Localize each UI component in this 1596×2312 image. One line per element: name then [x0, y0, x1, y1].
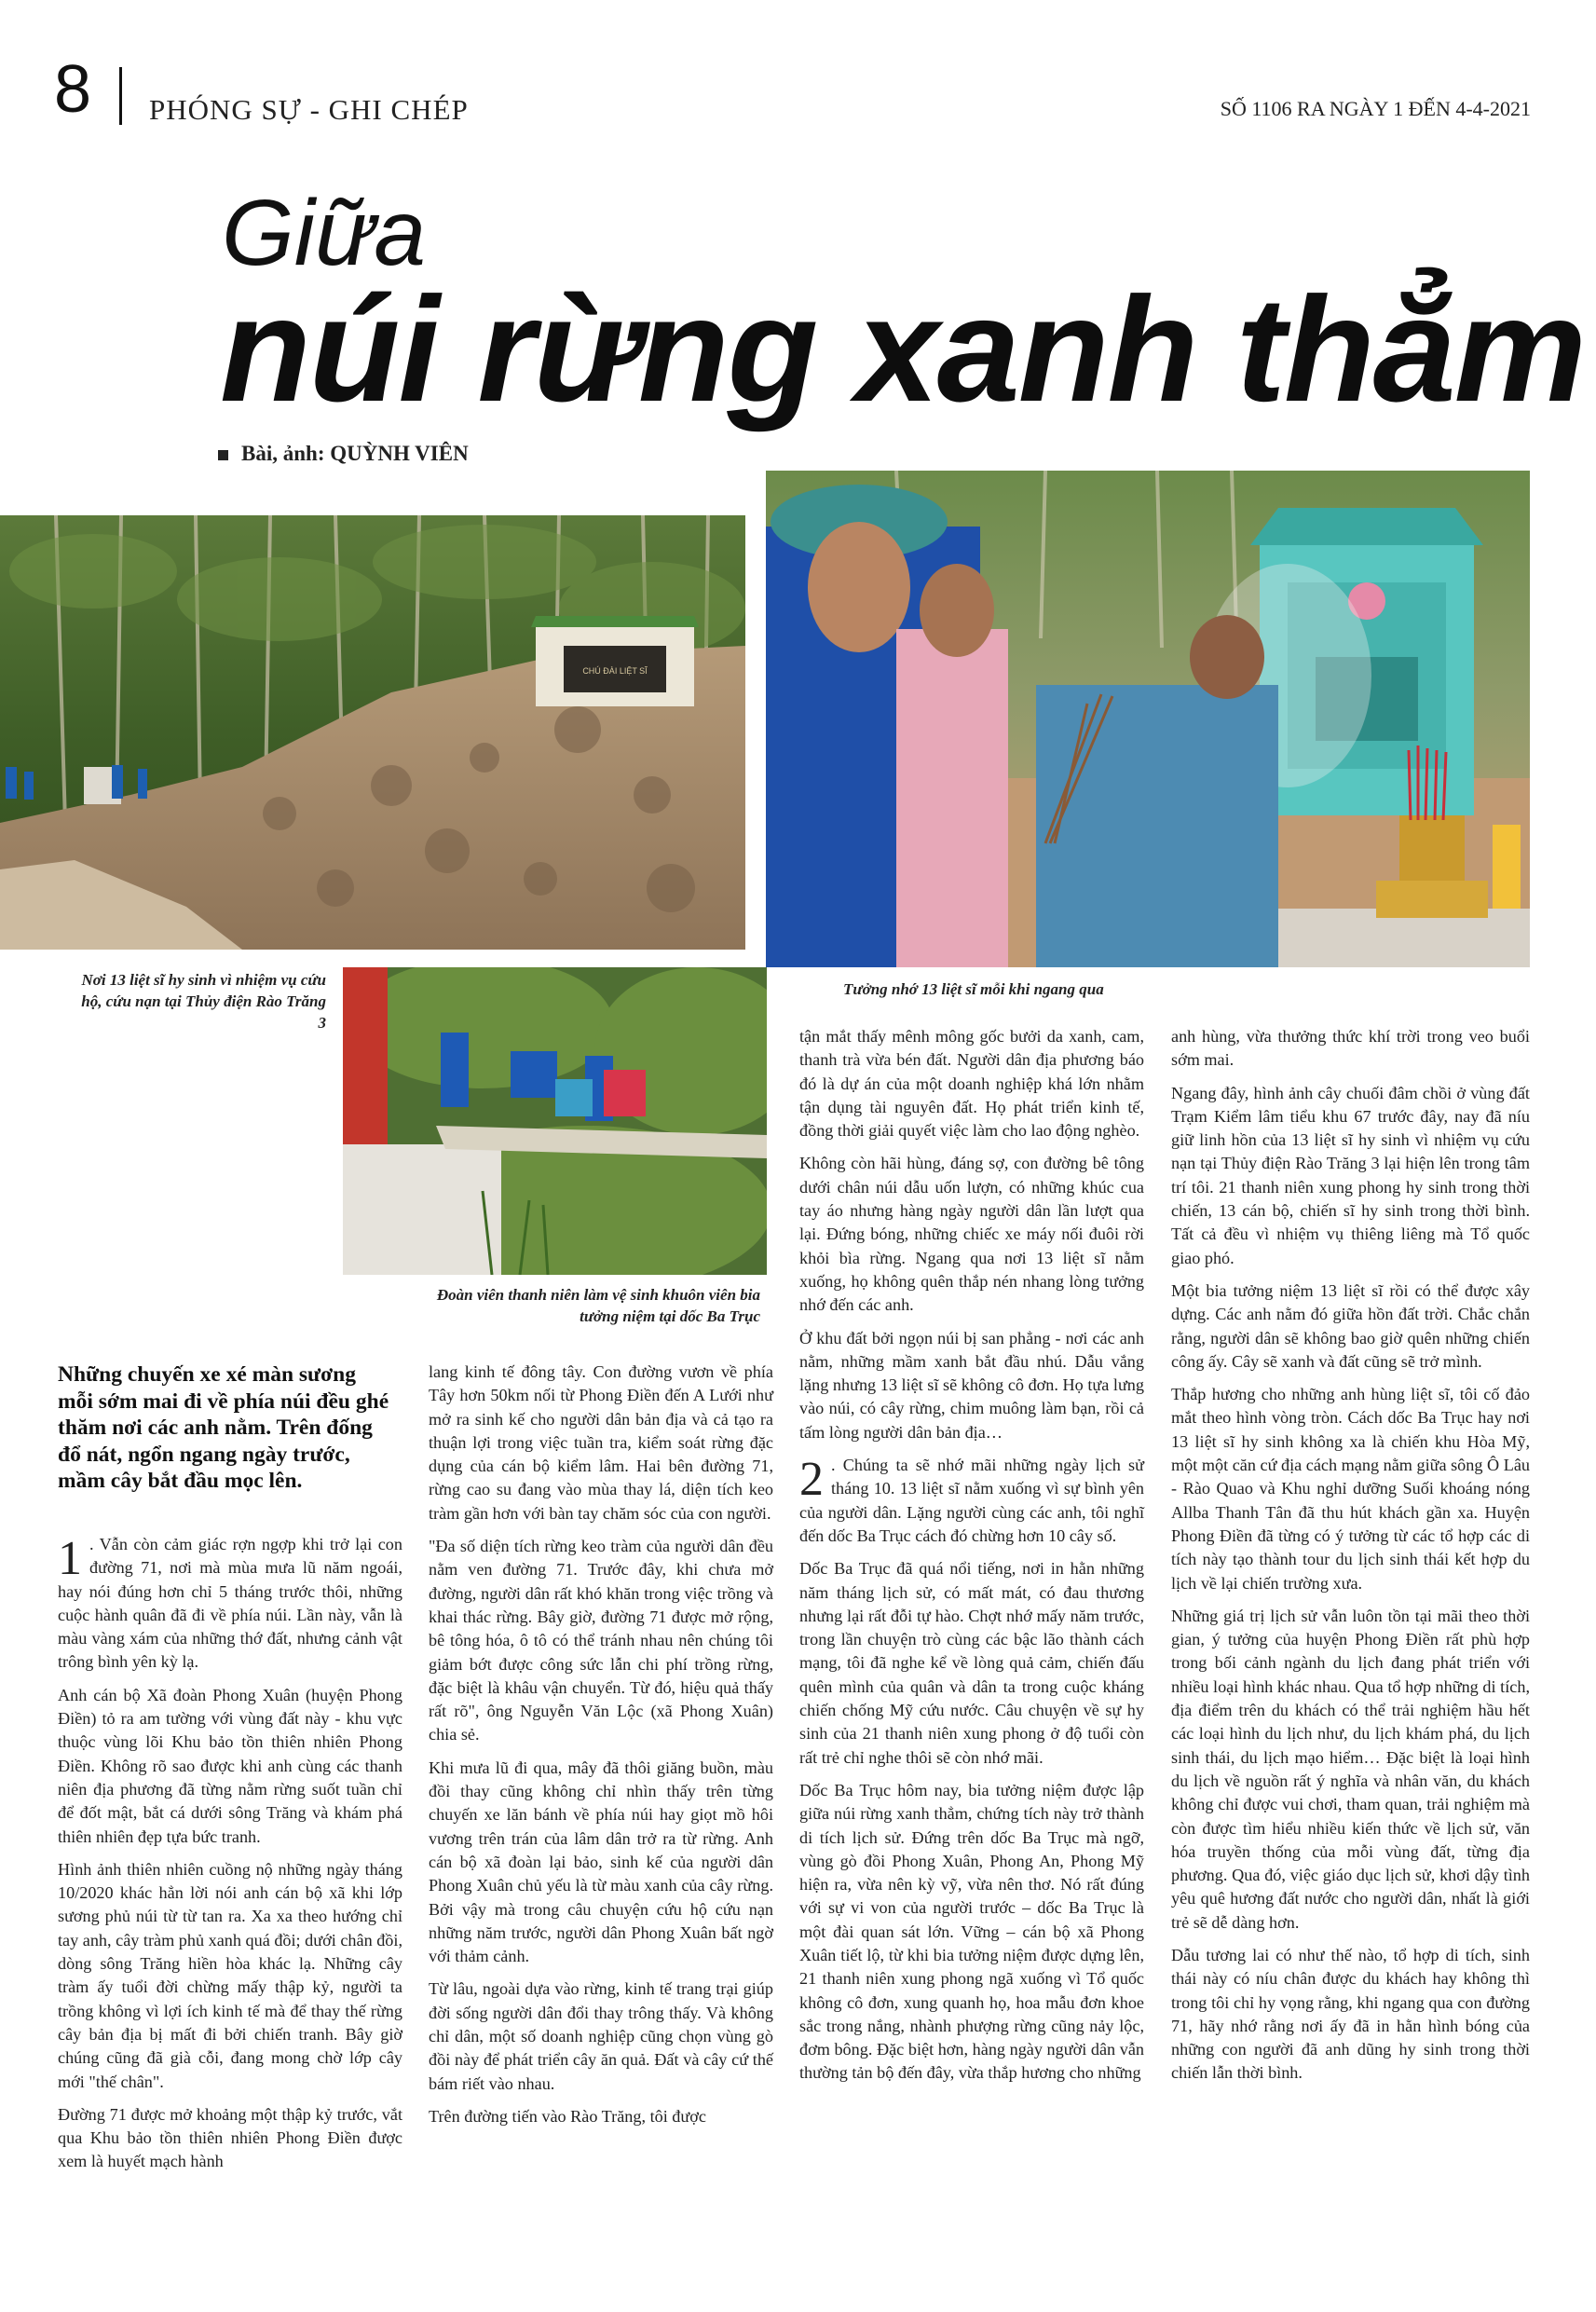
- photo-memorial-site-image: [0, 515, 745, 950]
- col4-paragraph: Những giá trị lịch sử vẫn luôn tồn tại mãi theo thời gian, ý tưởng của huyện Phong Điền rất phù hợp trong bối cảnh ngành du lịch đang phát triển với nhiều loại hình khác nhau. Qua tổ hợp những di tích, địa điểm trên du khách có thể trải nghiệm hầu hết các loại hình du lịch như, du lịch khám phá, du lịch sinh thái, du lịch mạo hiểm… Đặc biệt là loại hình du lịch về nguồn rất ý nghĩa và nhân văn, du khách không chỉ được vui chơi, tham quan, trải nghiệm mà còn được tìm hiểu nhiều kiến thức về lịch sử, văn hóa truyền thống của mỗi vùng đất, từng địa phương. Qua đó, việc giáo dục lịch sử, khơi dậy tình yêu quê hương đất nước cho người dân, nhất là giới trẻ sẽ dễ dàng hơn.: [1171, 1606, 1530, 1932]
- col2-paragraph: lang kinh tế đông tây. Con đường vươn về phía Tây hơn 50km nối từ Phong Điền đến A Lưới như mở ra sinh kế cho người dân bản địa và cả tạo ra thuận lợi trong việc tuần tra, kiểm soát rừng đặc dụng của cán bộ kiểm lâm. Hai bên đường 71, rừng cao su đang vào mùa thay lá, diện tích keo tràm gần hơn với bàn tay chăm sóc của con người.: [429, 1362, 773, 1523]
- col1-text: . Vẫn còn cảm giác rợn ngợp khi trở lại con đường 71, nơi mà mùa mưa lũ năm ngoái, hay nói đúng hơn chỉ 5 tháng trước thôi, những cuộc hành quân đã đi về phía núi. Lần này, vẫn là màu vàng xám của những thớ đất, nhưng cảnh vật trông bình yên kỳ lạ.: [58, 1535, 402, 1672]
- article-column-1: [58, 1533, 402, 2183]
- memorial-sign-text: CHÚ ĐÀI LIỆT SĨ: [582, 666, 648, 676]
- col4-paragraph: anh hùng, vừa thưởng thức khí trời trong veo buổi sớm mai.: [1171, 1027, 1530, 1070]
- col3-paragraph: tận mắt thấy mênh mông gốc bưởi da xanh, cam, thanh trà vừa bén đất. Người dân địa phương báo đó là dự án của một doanh nghiệp khá lớn nhằm tận dụng tài nguyên đất. Họ phát triển kinh tế, đồng thời giải quyết việc làm cho lao động nghèo.: [799, 1027, 1144, 1141]
- col3-text: . Chúng ta sẽ nhớ mãi những ngày lịch sử tháng 10. 13 liệt sĩ nằm xuống vì sự bình yên của người dân. Lặng người cùng các anh, tôi nghĩ đến dốc Ba Trục cách đó chừng hơn 10 cây số.: [799, 1456, 1144, 1545]
- col3-paragraph: Dốc Ba Trục đã quá nổi tiếng, nơi in hằn những năm tháng lịch sử, có mất mát, có đau thương nhưng lại rất đỗi tự hào. Chợt nhớ mấy năm trước, trong lần chuyện trò cùng các bậc lão thành cách mạng, tôi đã nghe kể về lòng quả cảm, chiến đấu quên mình của quân và dân ta trong cuộc kháng chiến chống Mỹ cứu nước. Câu chuyện về sự hy sinh của 21 thanh niên xung phong ở độ tuổi còn rất trẻ chỉ nghe thôi sẽ còn nhớ mãi.: [799, 1559, 1144, 1767]
- photo-incense-offering: [766, 471, 1530, 967]
- caption-memorial-site: Nơi 13 liệt sĩ hy sinh vì nhiệm vụ cứu hộ, cứu nạn tại Thủy điện Rào Trăng 3: [81, 971, 326, 1032]
- col3-paragraph: [799, 1454, 1144, 1548]
- photo-youth-cleaning: [343, 967, 767, 1275]
- byline-text: Bài, ảnh: QUỲNH VIÊN: [241, 442, 469, 465]
- col2-paragraph: Trên đường tiến vào Rào Trăng, tôi được: [429, 2106, 706, 2126]
- col1-paragraph: Đường 71 được mở khoảng một thập kỷ trước, vắt qua Khu bảo tồn thiên nhiên Phong Điền được xem là huyết mạch hành: [58, 2104, 402, 2171]
- col3-paragraph: Dốc Ba Trục hôm nay, bia tưởng niệm được lập giữa núi rừng xanh thẳm, chứng tích này trở thành di tích lịch sử. Đứng trên dốc Ba Trục mà ngỡ, vùng gò đồi Phong Xuân, Phong An, Phong Mỹ hiện ra, vừa nên kỳ vỹ, vừa nên thơ. Nó rất đúng với sự vi von của người trước – dốc Ba Trục là một đài quan sát lớn. Vững – cán bộ xã Phong Xuân tiết lộ, từ khi bia tưởng niệm được dựng lên, 21 thanh niên xung phong ngã xuống vì Tổ quốc không cô đơn, xung quanh họ, hoa mẫu đơn khoe sắc trong nắng, nhành phượng rừng cũng nảy lộc, đơm bông. Đặc biệt hơn, hàng ngày người dân vẫn thường tản bộ đến đây, vừa thắp hương cho những: [799, 1780, 1144, 2083]
- col1-paragraph: [58, 1533, 402, 1675]
- section-number-1: 1: [58, 1532, 82, 1585]
- article-column-4: [1171, 1025, 1530, 2095]
- square-bullet-icon: [218, 450, 228, 460]
- photo-incense-offering-image: [766, 471, 1530, 967]
- headline-kicker: Giữa: [222, 181, 426, 285]
- col4-paragraph: Ngang đây, hình ảnh cây chuối đâm chồi ở vùng đất Trạm Kiểm lâm tiểu khu 67 trước đây, nay đã níu giữ linh hồn của 13 liệt sĩ hy sinh vì nhiệm vụ cứu nạn tại Thủy điện Rào Trăng 3 lại hiện lên trong tâm trí tôi. 21 thanh niên xung phong hy sinh trong thời chiến, 13 cán bộ, chiến sĩ hy sinh trong thời bình. Tất cả đều vì nhiệm vụ thiêng liêng mà Tổ quốc giao phó.: [1171, 1083, 1530, 1267]
- issue-info: SỐ 1106 RA NGÀY 1 ĐẾN 4-4-2021: [1220, 97, 1531, 120]
- lead-paragraph: Những chuyến xe xé màn sương mỗi sớm mai đi về phía núi đều ghé thăm nơi các anh nằm. Trên đống đổ nát, ngổn ngang ngày trước, mầm cây bắt đầu mọc lên.: [58, 1362, 389, 1493]
- col1-paragraph: Anh cán bộ Xã đoàn Phong Xuân (huyện Phong Điền) tỏ ra am tường với vùng đất này - khu vực thuộc vùng lõi Khu bảo tồn thiên nhiên Phong Điền. Không rõ sao được khi anh cùng các thanh niên địa phương đã từng nằm rừng suốt tuần chỉ để đốt mật, bắt cá dưới sông Trăng và khám phá thiên nhiên đẹp tựa bức tranh.: [58, 1685, 402, 1846]
- photo-youth-cleaning-image: [343, 967, 767, 1275]
- caption-youth-cleaning: Đoàn viên thanh niên làm vệ sinh khuôn viên bia tưởng niệm tại dốc Ba Trục: [436, 1286, 760, 1325]
- section-number-2: 2: [799, 1453, 824, 1507]
- col4-paragraph: Thắp hương cho những anh hùng liệt sĩ, tôi cố đảo mắt theo hình vòng tròn. Cách dốc Ba Trục hay nơi 13 liệt sĩ hy sinh không xa là chiến khu Hòa Mỹ, một một căn cứ địa cách mạng nằm giữa sông Ô Lâu - Rào Quao và Khu nghỉ dưỡng Suối khoáng nóng Allba Thanh Tân đã thu hút khách gần xa. Huyện Phong Điền đã từng có ý tưởng từ các tổ hợp các di tích này tạo thành tour du lịch sinh thái kết hợp du lịch về lại chiến trường xưa.: [1171, 1385, 1530, 1593]
- caption-incense-offering: Tưởng nhớ 13 liệt sĩ mỗi khi ngang qua: [843, 980, 1104, 998]
- col4-paragraph: Dẫu tương lai có như thế nào, tổ hợp di tích, sinh thái này có níu chân được du khách hay không thì trong tôi chỉ hy vọng rằng, khi ngang qua con đường 71, hãy nhớ rằng nơi ấy đã in hằn hình bóng của những con người đã anh dũng hy sinh trong thời chiến lẫn thời bình.: [1171, 1945, 1530, 2083]
- section-title: PHÓNG SỰ - GHI CHÉP: [149, 93, 469, 126]
- col1-paragraph: Hình ảnh thiên nhiên cuồng nộ những ngày tháng 10/2020 khác hẳn lời nói anh cán bộ xã khi lớp sương phủ núi từ từ tan ra. Xa xa theo hướng chỉ tay anh, cây tràm phủ xanh quá đồi; dưới chân đồi, dòng sông Trăng hiền hòa khác lạ. Những cây tràm ấy tuổi đời chừng mấy thập kỷ, người ta trồng không vì lợi ích kinh tế mà để thay thế rừng cây bản địa bị mất đi bởi chiến tranh. Bây giờ chúng cũng đã già cỗi, đang mong chờ lớp cây mới "thế chân".: [58, 1859, 402, 2091]
- article-column-3: [799, 1025, 1144, 2095]
- byline: [218, 442, 469, 466]
- article-column-2: [429, 1361, 773, 2138]
- col3-paragraph: Ở khu đất bởi ngọn núi bị san phẳng - nơi các anh nằm, những mầm xanh bắt đầu nhú. Dẫu vắng lặng nhưng 13 liệt sĩ sẽ không cô đơn. Họ tựa lưng vào núi, có cây rừng, chim muông làm bạn, rồi cả tấm lòng người dân bản địa…: [799, 1328, 1144, 1442]
- col4-paragraph: Một bia tưởng niệm 13 liệt sĩ rồi có thể được xây dựng. Các anh nằm đó giữa hồn đất trời. Chắc chắn rằng, người dân sẽ không bao giờ quên những chiến công ấy. Cây sẽ xanh và đất cũng sẽ trở mình.: [1171, 1280, 1530, 1371]
- col2-paragraph: Khi mưa lũ đi qua, mây đã thôi giăng buồn, màu đồi thay cũng không chỉ nhìn thấy trên từng chuyến xe lăn bánh về phía núi hay giọt mồ hôi vương trên trán của lâm dân trở ra từ rừng. Anh cán bộ xã đoàn lại bảo, sinh kế của người dân Phong Xuân chủ yếu là từ màu xanh của cây rừng. Bởi vậy mà trong câu chuyện cứu hộ cứu nạn những năm trước, người dân Phong Xuân bất ngờ với thảm cảnh.: [429, 1758, 773, 1966]
- headline-title: núi rừng xanh thẳm: [220, 266, 1585, 432]
- page-number: 8: [54, 52, 92, 127]
- col2-paragraph: "Đa số diện tích rừng keo tràm của người dân đều nằm ven đường 71. Trước đây, khi chưa mở đường, người dân rất khó khăn trong việc trồng và khai thác rừng. Bây giờ, đường 71 được mở rộng, bê tông hóa, ô tô có thể tránh nhau nên chúng tôi giảm bớt được công sức lẫn chi phí trồng rừng, đặc biệt là khâu vận chuyển. Từ đó, hiệu quả thấy rất rõ", ông Nguyễn Văn Lộc (xã Phong Xuân) chia sẻ.: [429, 1537, 773, 1744]
- header-divider: [119, 67, 122, 125]
- photo-memorial-site: [0, 515, 745, 950]
- col3-paragraph: Không còn hãi hùng, đáng sợ, con đường bê tông dưới chân núi dẫu uốn lượn, có những khúc cua tay áo nhưng hàng ngày người dân lần lượt qua lại. Đứng bóng, những chiếc xe máy nối đuôi rời khỏi bìa rừng. Ngang qua nơi 13 liệt sĩ nằm xuống, họ không quên thắp nén nhang lòng tưởng nhớ đến các anh.: [799, 1154, 1144, 1315]
- col2-paragraph: Từ lâu, ngoài dựa vào rừng, kinh tế trang trại giúp đời sống người dân đổi thay trông thấy. Và không chỉ dân, một số doanh nghiệp cũng chọn vùng gò đồi này để phát triển cây ăn quả. Đất và cây cứ thế bám riết vào nhau.: [429, 1979, 773, 2093]
